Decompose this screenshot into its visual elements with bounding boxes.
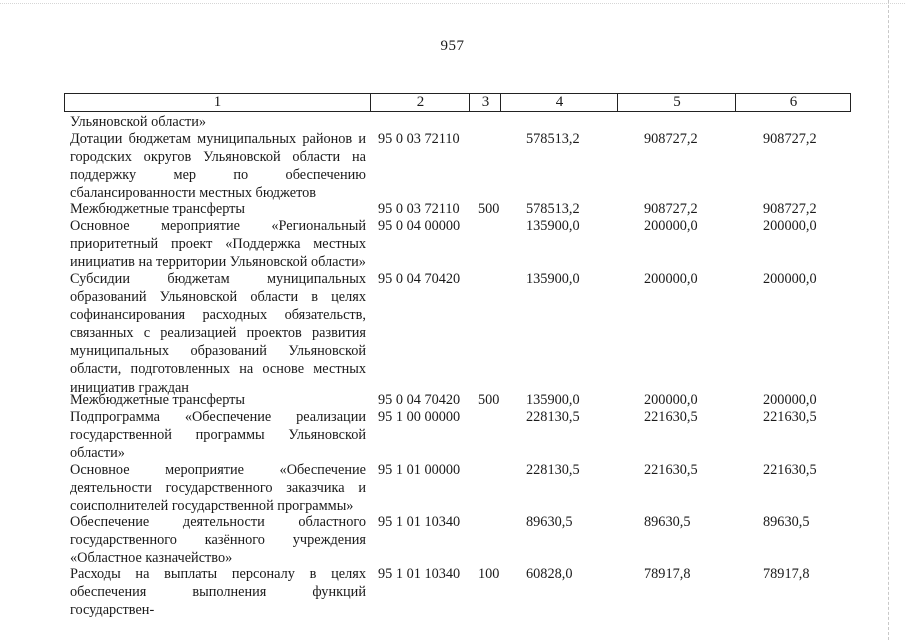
row-value-2: 89630,5 — [644, 514, 691, 530]
row-name: Основное мероприятие «Региональный приоритетный проект «Поддержка местных инициатив на территории Ульяновской области» — [70, 218, 366, 271]
row-value-1: 228130,5 — [526, 462, 580, 478]
row-name: Подпрограмма «Обеспечение реализации государственной программы Ульяновской области» — [70, 409, 366, 462]
row-code: 95 0 03 72110 — [378, 131, 460, 147]
row-value-3: 221630,5 — [763, 409, 817, 425]
header-col-4: 4 — [500, 94, 618, 111]
row-type: 100 — [478, 566, 500, 582]
row-value-1: 135900,0 — [526, 271, 580, 287]
row-value-1: 578513,2 — [526, 131, 580, 147]
row-value-2: 78917,8 — [644, 566, 691, 582]
row-value-1: 135900,0 — [526, 218, 580, 234]
row-code: 95 1 01 10340 — [378, 566, 461, 582]
row-code: 95 0 04 70420 — [378, 392, 461, 408]
row-name: Расходы на выплаты персоналу в целях обеспечения выполнения функций государствен- — [70, 566, 366, 619]
row-value-2: 908727,2 — [644, 131, 698, 147]
row-value-3: 908727,2 — [763, 131, 817, 147]
header-col-6: 6 — [735, 94, 851, 111]
row-value-1: 89630,5 — [526, 514, 573, 530]
row-value-1: 60828,0 — [526, 566, 573, 582]
row-type: 500 — [478, 392, 500, 408]
row-code: 95 0 04 70420 — [378, 271, 461, 287]
row-type: 500 — [478, 201, 500, 217]
header-col-1: 1 — [213, 94, 222, 110]
row-value-3: 221630,5 — [763, 462, 817, 478]
row-value-1: 228130,5 — [526, 409, 580, 425]
scan-edge-top — [0, 3, 905, 5]
header-col-3: 3 — [469, 94, 501, 111]
row-value-1: 578513,2 — [526, 201, 580, 217]
row-value-2: 908727,2 — [644, 201, 698, 217]
row-code: 95 0 03 72110 — [378, 201, 460, 217]
row-code: 95 1 01 00000 — [378, 462, 461, 478]
header-col-2: 2 — [370, 94, 470, 111]
row-name: Обеспечение деятельности областного государственного казённого учреждения «Областное казначейство» — [70, 514, 366, 567]
page-number: 957 — [440, 38, 465, 54]
table-header — [64, 93, 851, 112]
header-col-5: 5 — [617, 94, 736, 111]
row-code: 95 0 04 00000 — [378, 218, 461, 234]
row-name: Субсидии бюджетам муниципальных образований Ульяновской области в целях софинансирования расходных обязательств, связанных с реализацией проектов развития муниципальных образований Ульяновской области, подготовленных на основе местных инициатив граждан — [70, 271, 366, 396]
row-value-2: 221630,5 — [644, 409, 698, 425]
row-value-2: 200000,0 — [644, 271, 698, 287]
row-code: 95 1 01 10340 — [378, 514, 461, 530]
row-name: Дотации бюджетам муниципальных районов и городских округов Ульяновской области на поддержку мер по обеспечению сбалансированности местных бюджетов — [70, 131, 366, 202]
row-value-3: 200000,0 — [763, 271, 817, 287]
scan-edge-right — [888, 0, 890, 640]
row-value-3: 78917,8 — [763, 566, 810, 582]
row-value-2: 221630,5 — [644, 462, 698, 478]
row-value-2: 200000,0 — [644, 218, 698, 234]
row-value-3: 908727,2 — [763, 201, 817, 217]
row-value-3: 89630,5 — [763, 514, 810, 530]
row-code: 95 1 00 00000 — [378, 409, 461, 425]
row-value-3: 200000,0 — [763, 392, 817, 408]
row-value-1: 135900,0 — [526, 392, 580, 408]
row-value-3: 200000,0 — [763, 218, 817, 234]
row-value-2: 200000,0 — [644, 392, 698, 408]
row-name: Основное мероприятие «Обеспечение деятельности государственного заказчика и соисполнителей государственной программы» — [70, 462, 366, 515]
row-name: Межбюджетные трансферты — [70, 201, 246, 217]
row-name: Межбюджетные трансферты — [70, 392, 246, 408]
row-name: Ульяновской области» — [70, 114, 207, 130]
